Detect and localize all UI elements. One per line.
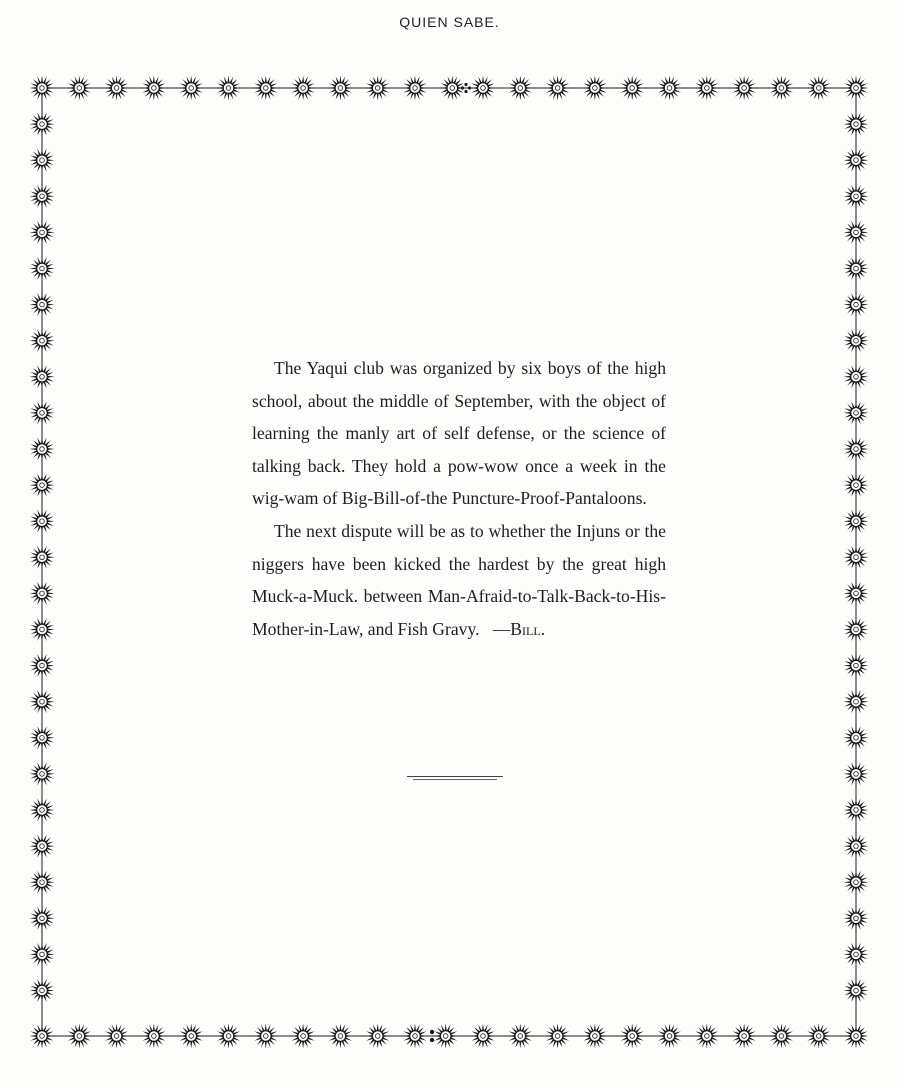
starburst-ornament-icon	[216, 1024, 241, 1049]
starburst-ornament-icon	[30, 617, 55, 642]
starburst-ornament-icon	[844, 942, 869, 967]
section-divider	[407, 776, 503, 781]
starburst-ornament-icon	[253, 1024, 278, 1049]
starburst-ornament-icon	[471, 76, 496, 101]
starburst-ornament-icon	[657, 76, 682, 101]
author-signature: —Bill.	[492, 618, 546, 639]
starburst-ornament-icon	[30, 725, 55, 750]
starburst-ornament-icon	[844, 256, 869, 281]
starburst-ornament-icon	[844, 834, 869, 859]
starburst-ornament-icon	[806, 1024, 831, 1049]
starburst-ornament-icon	[769, 1024, 794, 1049]
starburst-ornament-icon	[657, 1024, 682, 1049]
article-paragraph: The Yaqui club was organized by six boys of the high school, about the middle of September, with the object of learning the manly art of self defense, or the science of talking back. They hold a pow-wow once a week in the wig-wam of Big-Bill-of-the Puncture-Proof-Pantaloons.	[252, 358, 666, 509]
starburst-ornament-icon	[30, 509, 55, 534]
starburst-ornament-icon	[844, 148, 869, 173]
starburst-ornament-icon	[30, 148, 55, 173]
starburst-ornament-icon	[30, 220, 55, 245]
starburst-ornament-icon	[620, 1024, 645, 1049]
starburst-ornament-icon	[844, 400, 869, 425]
starburst-ornament-icon	[30, 870, 55, 895]
starburst-ornament-icon	[403, 1024, 428, 1049]
starburst-ornament-icon	[844, 653, 869, 678]
starburst-ornament-icon	[844, 364, 869, 389]
starburst-ornament-icon	[582, 76, 607, 101]
starburst-ornament-icon	[844, 509, 869, 534]
starburst-ornament-icon	[844, 1024, 869, 1049]
starburst-ornament-icon	[844, 184, 869, 209]
starburst-ornament-icon	[365, 1024, 390, 1049]
starburst-ornament-icon	[844, 581, 869, 606]
starburst-ornament-icon	[732, 76, 757, 101]
starburst-ornament-icon	[30, 906, 55, 931]
starburst-ornament-icon	[844, 761, 869, 786]
starburst-ornament-icon	[30, 834, 55, 859]
starburst-ornament-icon	[694, 1024, 719, 1049]
starburst-ornament-icon	[844, 473, 869, 498]
starburst-ornament-icon	[844, 617, 869, 642]
starburst-ornament-icon	[732, 1024, 757, 1049]
article-paragraph	[252, 515, 666, 645]
starburst-ornament-icon	[30, 545, 55, 570]
starburst-ornament-icon	[471, 1024, 496, 1049]
starburst-ornament-icon	[545, 76, 570, 101]
starburst-ornament-icon	[844, 689, 869, 714]
starburst-ornament-icon	[806, 76, 831, 101]
starburst-ornament-icon	[769, 76, 794, 101]
starburst-ornament-icon	[67, 76, 92, 101]
starburst-ornament-icon	[844, 798, 869, 823]
starburst-ornament-icon	[216, 76, 241, 101]
starburst-ornament-icon	[30, 364, 55, 389]
starburst-ornament-icon	[30, 978, 55, 1003]
starburst-ornament-icon	[844, 292, 869, 317]
starburst-ornament-icon	[582, 1024, 607, 1049]
starburst-ornament-icon	[30, 798, 55, 823]
starburst-ornament-icon	[30, 1024, 55, 1049]
starburst-ornament-icon	[30, 328, 55, 353]
starburst-ornament-icon	[844, 220, 869, 245]
starburst-ornament-icon	[141, 1024, 166, 1049]
starburst-ornament-icon	[104, 1024, 129, 1049]
article-paragraph-text: The next dispute will be as to whether the Injuns or the niggers have been kicked the hardest by the great high Muck-a-Muck. between Man-Afraid-to-Talk-Back-to-His-Mother-in-Law, and Fish Gravy.	[252, 520, 666, 639]
starburst-ornament-icon	[253, 76, 278, 101]
starburst-ornament-icon	[30, 76, 55, 101]
starburst-ornament-icon	[30, 581, 55, 606]
running-title: QUIEN SABE.	[399, 14, 500, 30]
starburst-ornament-icon	[433, 1024, 458, 1049]
starburst-ornament-icon	[328, 1024, 353, 1049]
starburst-ornament-icon	[67, 1024, 92, 1049]
starburst-ornament-icon	[545, 1024, 570, 1049]
starburst-ornament-icon	[30, 761, 55, 786]
starburst-ornament-icon	[694, 76, 719, 101]
starburst-ornament-icon	[365, 76, 390, 101]
starburst-ornament-icon	[844, 76, 869, 101]
starburst-ornament-icon	[291, 76, 316, 101]
starburst-ornament-icon	[30, 400, 55, 425]
starburst-ornament-icon	[844, 328, 869, 353]
starburst-ornament-icon	[844, 545, 869, 570]
starburst-ornament-icon	[844, 870, 869, 895]
starburst-ornament-icon	[141, 76, 166, 101]
starburst-ornament-icon	[403, 76, 428, 101]
starburst-ornament-icon	[30, 473, 55, 498]
starburst-ornament-icon	[30, 292, 55, 317]
starburst-ornament-icon	[179, 76, 204, 101]
starburst-ornament-icon	[30, 437, 55, 462]
starburst-ornament-icon	[508, 76, 533, 101]
starburst-ornament-icon	[844, 906, 869, 931]
starburst-ornament-icon	[844, 437, 869, 462]
starburst-ornament-icon	[30, 653, 55, 678]
starburst-ornament-icon	[291, 1024, 316, 1049]
starburst-ornament-icon	[179, 1024, 204, 1049]
starburst-ornament-icon	[508, 1024, 533, 1049]
starburst-ornament-icon	[844, 112, 869, 137]
starburst-ornament-icon	[30, 184, 55, 209]
starburst-ornament-icon	[620, 76, 645, 101]
starburst-ornament-icon	[328, 76, 353, 101]
starburst-ornament-icon	[30, 256, 55, 281]
starburst-ornament-icon	[844, 978, 869, 1003]
starburst-ornament-icon	[30, 689, 55, 714]
starburst-ornament-icon	[104, 76, 129, 101]
article-body	[252, 352, 666, 645]
starburst-ornament-icon	[30, 942, 55, 967]
starburst-ornament-icon	[30, 112, 55, 137]
starburst-ornament-icon	[844, 725, 869, 750]
